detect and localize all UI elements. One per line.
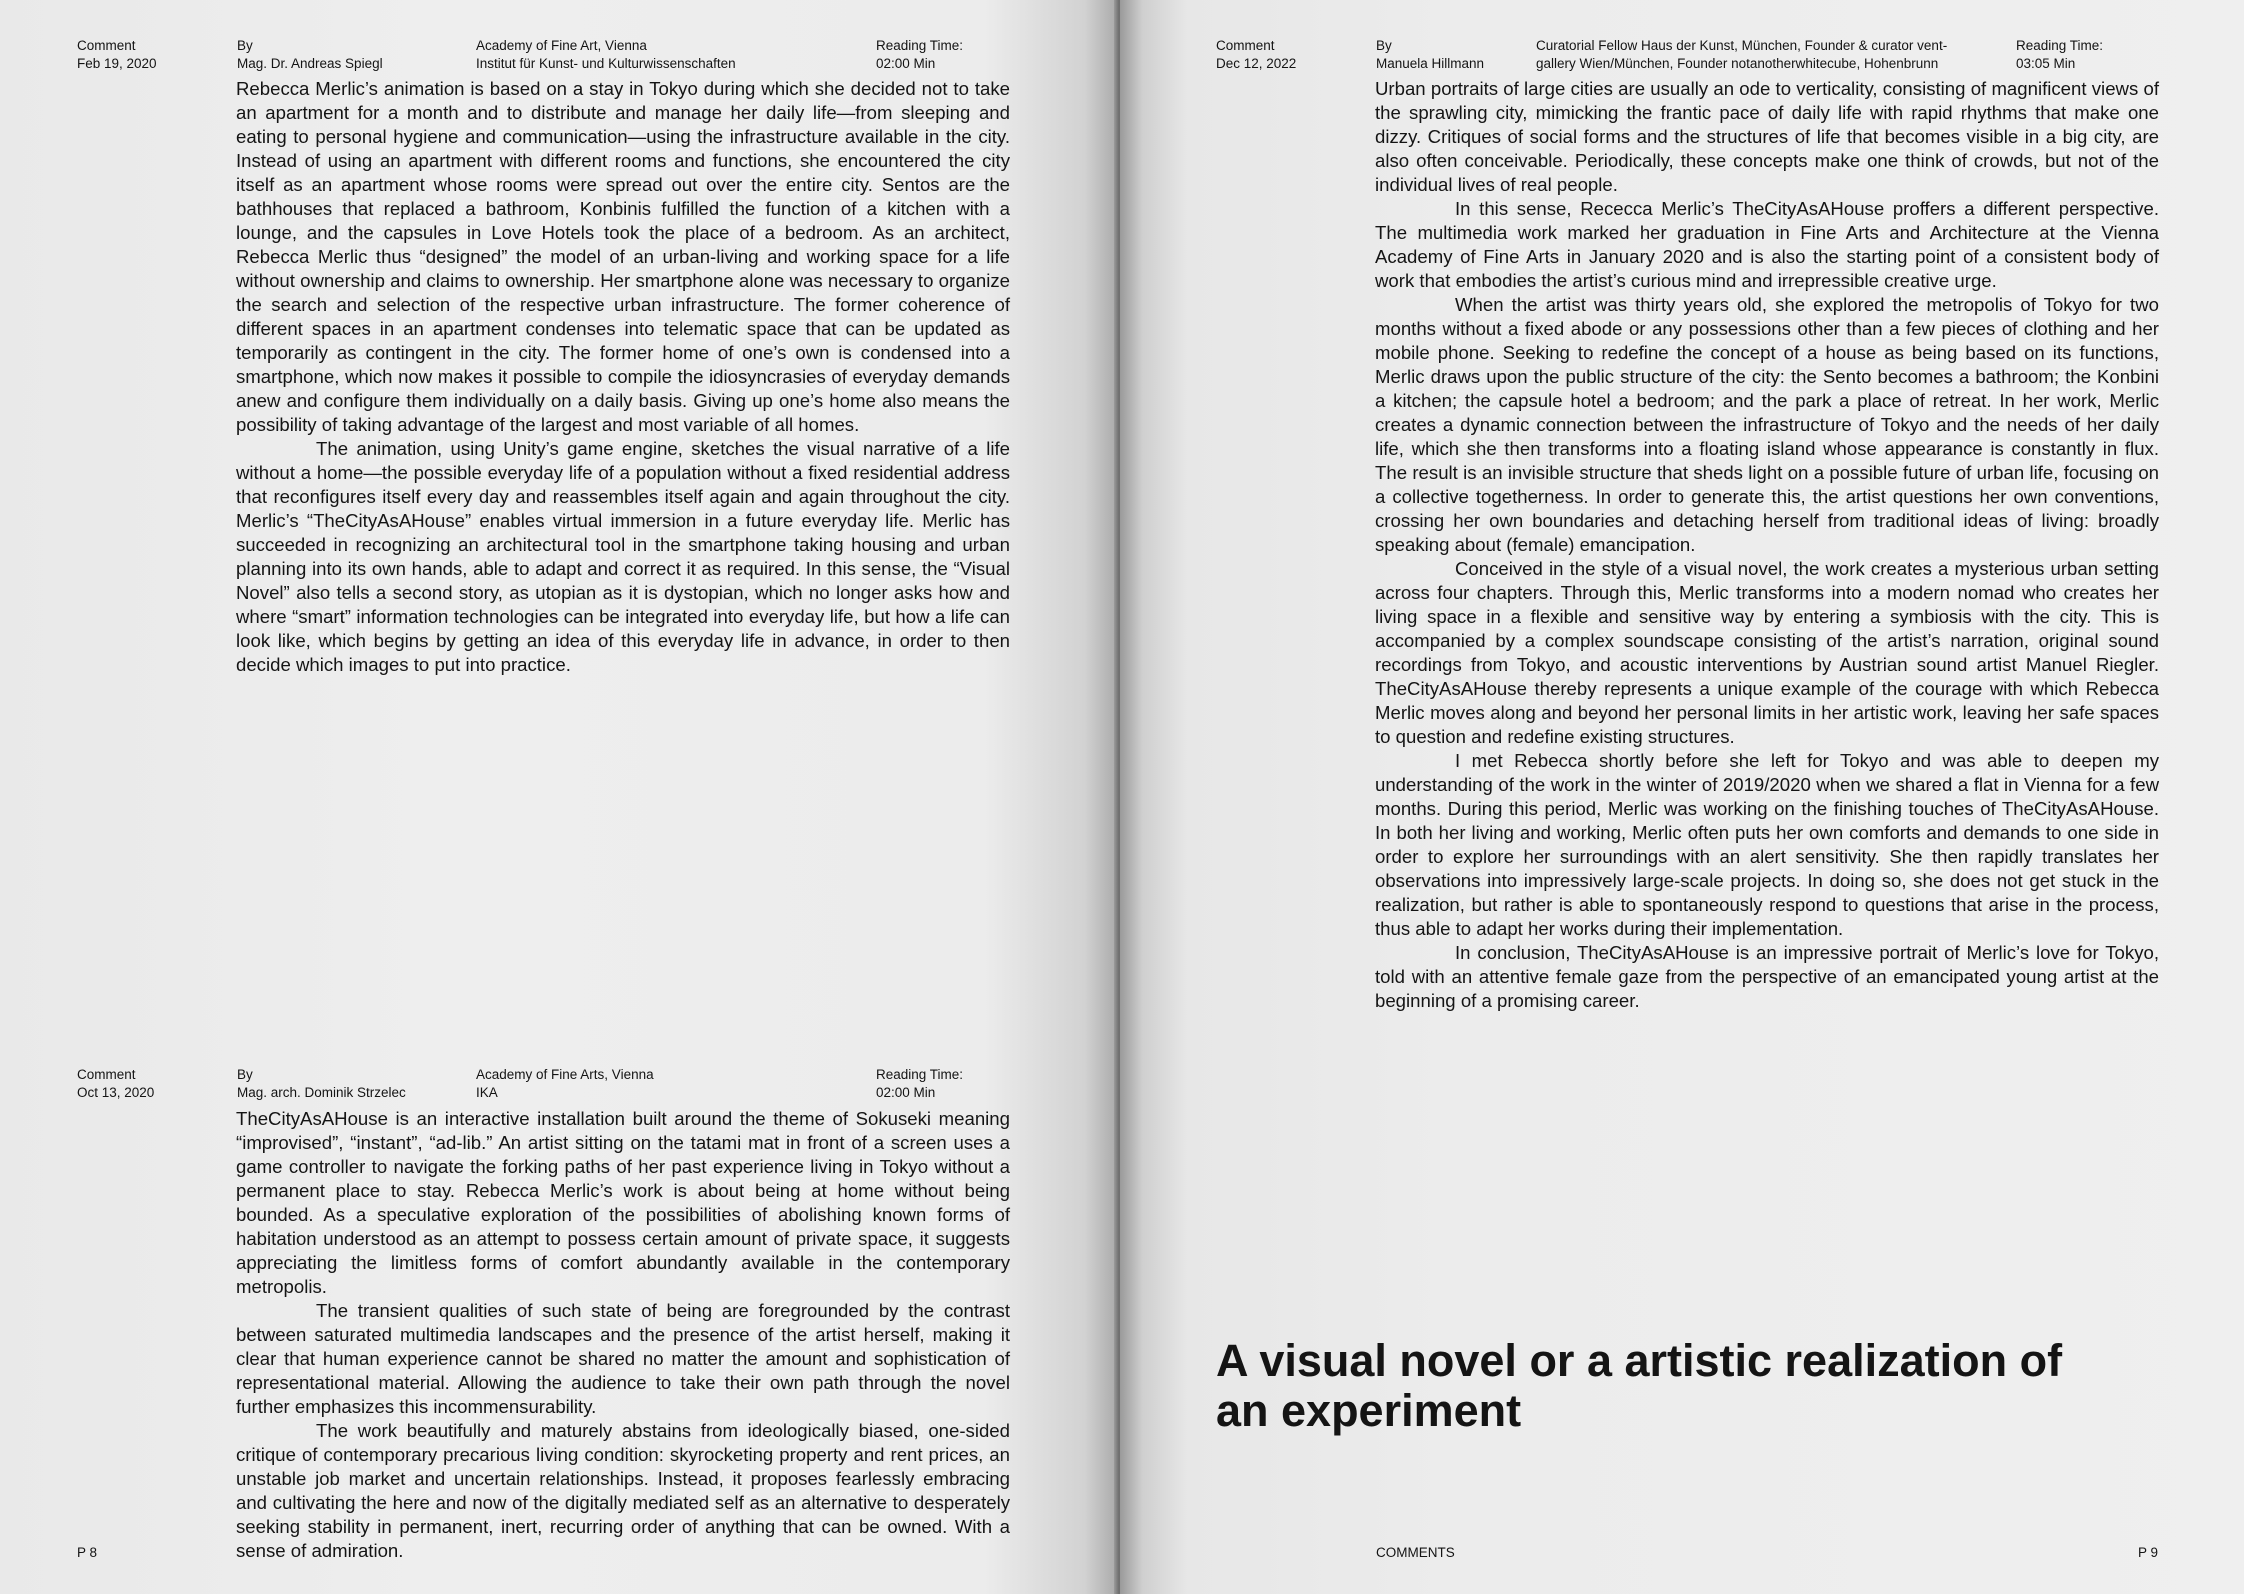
affiliation-column (1536, 37, 1947, 73)
comment-label: Comment (1216, 38, 1275, 53)
right-page (1120, 0, 2244, 1594)
comment-date: Dec 12, 2022 (1216, 56, 1297, 71)
reading-time-value: 02:00 Min (876, 56, 936, 71)
affiliation-column (476, 1066, 654, 1102)
comment-body (236, 1107, 1010, 1563)
comment-label: Comment (77, 1067, 136, 1082)
paragraph: I met Rebecca shortly before she left for Tokyo and was able to deepen my understanding of the work in the winter of 2019/2020 when we shared a flat in Vienna for a few months. During this period, Merlic was working on the finishing touches of TheCityAsAHouse. In both her living and working, Merlic often puts her own comforts and demands to one side in order to explore her surroundings with an alert sensitivity. She then rapidly translates her observations into impressively large-scale projects. In doing so, she does not get stuck in the realization, but rather is able to spontaneously respond to questions that arise in the process, thus able to adapt her works during their implementation. (1375, 750, 2159, 939)
affiliation-line: Institut für Kunst- und Kulturwissenschaften (476, 56, 736, 71)
author-name: Mag. arch. Dominik Strzelec (237, 1085, 406, 1100)
affiliation-line: Curatorial Fellow Haus der Kunst, München, Founder & curator vent- (1536, 38, 1948, 53)
affiliation-column (476, 37, 736, 73)
author-name: Mag. Dr. Andreas Spiegl (237, 56, 383, 71)
paragraph: In conclusion, TheCityAsAHouse is an impressive portrait of Merlic’s love for Tokyo, told with an attentive female gaze from the perspective of an emancipated young artist at the beginning of a promising career. (1375, 942, 2159, 1011)
affiliation-line: IKA (476, 1085, 498, 1100)
reading-time-value: 02:00 Min (876, 1085, 936, 1100)
paragraph: TheCityAsAHouse is an interactive installation built around the theme of Sokuseki meaning “improvised”, “instant”, “ad-lib.” An artist sitting on the tatami mat in front of a screen uses a game controller to navigate the forking paths of her past experience living in Tokyo without a permanent place to stay. Rebecca Merlic’s work is about being at home without being bounded. As a speculative exploration of the possibilities of abolishing known forms of habitation understood as an attempt to possess certain amount of private space, it suggests appreciating the limitless forms of comfort abundantly available in the contemporary metropolis. (236, 1108, 1010, 1297)
page-number: P 8 (77, 1545, 98, 1560)
author-column (237, 1066, 406, 1102)
author-name: Manuela Hillmann (1376, 56, 1485, 71)
paragraph: The transient qualities of such state of being are foregrounded by the contrast between saturated multimedia landscapes and the presence of the artist herself, making it clear that human experience cannot be shared no matter the amount and sophistication of representational material. Allowing the audience to take their own path through the novel further emphasizes this incommensurability. (236, 1300, 1010, 1417)
comment-label: Comment (77, 38, 136, 53)
comment-body (236, 77, 1010, 677)
affiliation-line: Academy of Fine Arts, Vienna (476, 1067, 654, 1082)
affiliation-line: gallery Wien/München, Founder notanotherwhitecube, Hohenbrunn (1536, 56, 1939, 71)
section-headline: A visual novel or a artistic realization of an experiment (1216, 1335, 2063, 1436)
by-label: By (237, 1067, 253, 1082)
paragraph: Urban portraits of large cities are usually an ode to verticality, consisting of magnificent views of the sprawling city, mimicking the frantic pace of daily life with rapid rhythms that make one dizzy. Critiques of social forms and the structures of life that becomes visible in a big city, are also often conceivable. Periodically, these concepts make one think of crowds, but not of the individual lives of real people. (1375, 78, 2159, 195)
reading-time-column (2016, 37, 2103, 73)
paragraph: When the artist was thirty years old, she explored the metropolis of Tokyo for two months without a fixed abode or any possessions other than a few pieces of clothing and her mobile phone. Seeking to redefine the concept of a house as being based on its functions, Merlic draws upon the public structure of the city: the Sento becomes a bathroom; the Konbini a kitchen; the capsule hotel a bedroom; and the park a place of retreat. In her work, Merlic creates a dynamic connection between the infrastructure of Tokyo and the needs of her daily life, which she then transforms into a floating island whose appearance is constantly in flux. The result is an invisible structure that sheds light on a possible future of urban life, focusing on a collective togetherness. In order to generate this, the artist questions her own conventions, crossing her own boundaries and detaching herself from traditional ideas of living: broadly speaking about (female) emancipation. (1375, 294, 2159, 555)
reading-time-label: Reading Time: (2016, 38, 2104, 53)
reading-time-label: Reading Time: (876, 38, 964, 53)
paragraph: Conceived in the style of a visual novel, the work creates a mysterious urban setting across four chapters. Through this, Merlic transforms into a modern nomad who creates her living space in a flexible and sensitive way by entering a symbiosis with the city. This is accompanied by a complex soundscape consisting of the artist’s narration, original sound recordings from Tokyo, and acoustic interventions by Austrian sound artist Manuel Riegler. TheCityAsAHouse thereby represents a unique example of the courage with which Rebecca Merlic moves along and beyond her personal limits in her artistic work, leaving her safe spaces to question and redefine existing structures. (1375, 558, 2159, 747)
left-page (0, 0, 1118, 1594)
reading-time-label: Reading Time: (876, 1067, 964, 1082)
by-label: By (237, 38, 253, 53)
comment-date: Feb 19, 2020 (77, 56, 157, 71)
author-column (237, 37, 383, 73)
comment-date: Oct 13, 2020 (77, 1085, 155, 1100)
comment-body (1375, 77, 2159, 1013)
affiliation-line: Academy of Fine Art, Vienna (476, 38, 647, 53)
paragraph: The animation, using Unity’s game engine, sketches the visual narrative of a life without a home—the possible everyday life of a population without a fixed residential address that reconfigures itself every day and reassembles itself again and again throughout the city. Merlic’s “TheCityAsAHouse” enables virtual immersion in a future everyday life. Merlic has succeeded in recognizing an architectural tool in the smartphone taking housing and urban planning into its own hands, able to adapt and correct it as required. In this sense, the “Visual Novel” also tells a second story, as utopian as it is dystopian, which no longer asks how and where “smart” information technologies can be integrated into everyday life, but how a life can look like, which begins by getting an idea of this everyday life in advance, in order to then decide which images to put into practice. (236, 438, 1010, 675)
comment-label-column (77, 37, 157, 73)
reading-time-column (876, 37, 963, 73)
author-column (1376, 37, 1484, 73)
by-label: By (1376, 38, 1392, 53)
paragraph: The work beautifully and maturely abstains from ideologically biased, one-sided critique of contemporary precarious living condition: skyrocketing property and rent prices, an unstable job market and uncertain relationships. Instead, it proposes fearlessly embracing and cultivating the here and now of the digitally mediated self as an alternative to desperately seeking stability in permanent, inert, recurring order of anything that can be owned. With a sense of admiration. (236, 1420, 1010, 1561)
reading-time-value: 03:05 Min (2016, 56, 2076, 71)
section-label: COMMENTS (1376, 1545, 1455, 1560)
comment-label-column (1216, 37, 1296, 73)
page-number: P 9 (2138, 1545, 2159, 1560)
paragraph: Rebecca Merlic’s animation is based on a stay in Tokyo during which she decided not to take an apartment for a month and to distribute and manage her daily life—from sleeping and eating to personal hygiene and communication—using the infrastructure available in the city. Instead of using an apartment with different rooms and functions, she encountered the city itself as an apartment whose rooms were spread out over the entire city. Sentos are the bathhouses that replaced a bathroom, Konbinis fulfilled the function of a kitchen with a lounge, and the capsules in Love Hotels took the place of a bedroom. As an architect, Rebecca Merlic thus “designed” the model of an urban-living and working space for a life without ownership and claims to ownership. Her smartphone alone was necessary to organize the search and selection of the respective urban infrastructure. The former coherence of different spaces in an apartment condenses into telematic space that can be updated as temporarily as contingent in the city. The former home of one’s own is condensed into a smartphone, which now makes it possible to compile the idiosyncrasies of everyday demands anew and configure them individually on a daily basis. Giving up one’s home also means the possibility of taking advantage of the largest and most variable of all homes. (236, 78, 1010, 435)
comment-label-column (77, 1066, 154, 1102)
reading-time-column (876, 1066, 963, 1102)
paragraph: In this sense, Rececca Merlic’s TheCityAsAHouse proffers a different perspective. The multimedia work marked her graduation in Fine Arts and Architecture at the Vienna Academy of Fine Arts in January 2020 and is also the starting point of a consistent body of work that embodies the artist’s curious mind and irrepressible creative urge. (1375, 198, 2159, 291)
